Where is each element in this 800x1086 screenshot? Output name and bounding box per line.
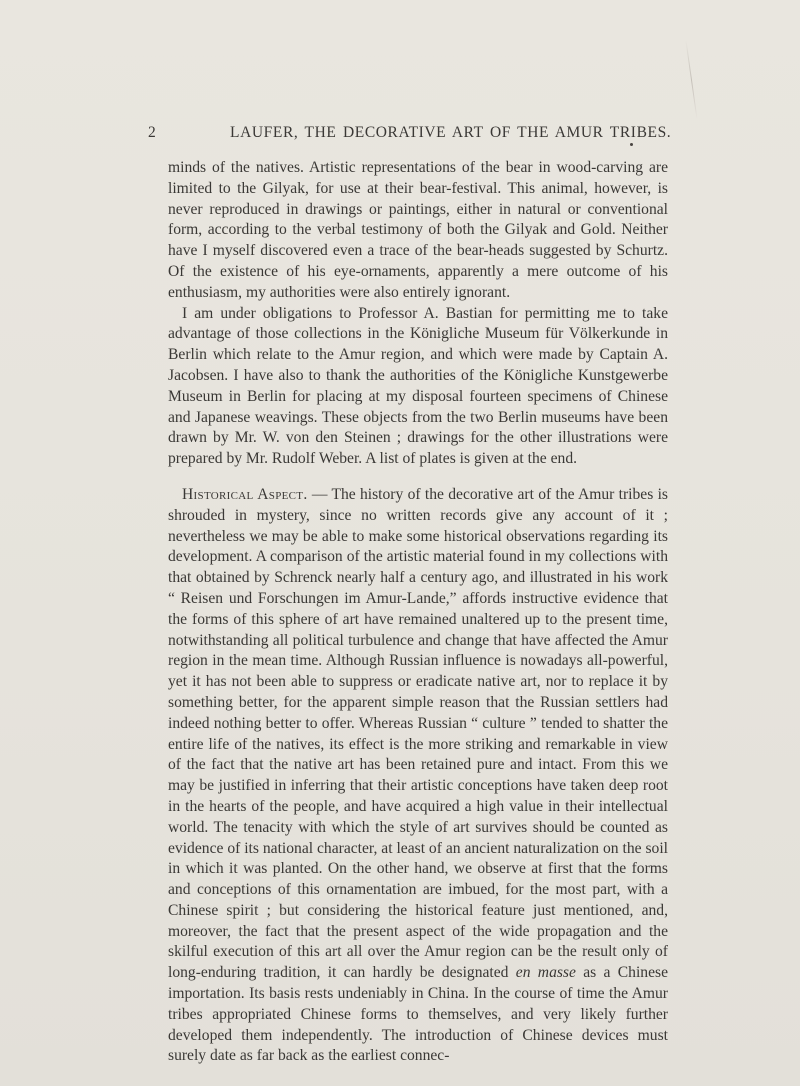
paragraph-text-b: as a Chinese importation. Its basis rests undeniably in China. In the course of time the Amur tribes appropriated Chinese forms to themselves, and very likely further developed them independently. The introduction of Chinese devices must surely date as far back as the earliest connec- [168,964,668,1065]
paragraph-text-a: The history of the decorative art of the Amur tribes is shrouded in mystery, since no written records give any account of it ; nevertheless we may be able to make some historical observations regarding its development. A comparison of the artistic material found in my collections with that obtained by Schrenck nearly half a century ago, and illustrated in his work “ Reisen und Forschungen im Amur-Lande,” affords instructive evidence that the forms of this sphere of art have remained unaltered up to the present time, notwithstanding all political turbulence and change that have affected the Amur region in the mean time. Although Russian influence is nowadays all-powerful, yet it has not been able to suppress or eradicate native art, nor to replace it by something better, for the apparent simple reason that the Russian settlers had indeed nothing better to offer. Whereas Russian “ culture ” tended to shatter the entire life of the natives, its effect is the more striking and remarkable in view of the fact that the native art has been retained pure and intact. From this we may be justified in inferring that their artistic conceptions have taken deep root in the hearts of the people, and have acquired a high value in their intellectual world. The tenacity with which the style of art survives should be counted as evidence of its national character, at least of an ancient naturalization on the soil in which it was planted. On the other hand, we observe at first that the forms and conceptions of this ornamentation are imbued, for the most part, with a Chinese spirit ; but considering the historical feature just mentioned, and, moreover, the fact that the present aspect of the wide propagation and the skilful execution of this art all over the Amur region can be the result only of long-enduring tradition, it can hardly be designated [168,485,668,982]
italic-phrase: en masse [515,964,576,982]
running-title: LAUFER, THE DECORATIVE ART OF THE AMUR TRIBES. [230,124,672,141]
paragraph-continuation: minds of the natives. Artistic representations of the bear in wood-carving are limited to the Gilyak, for use at their bear-festival. This animal, however, is never reproduced in drawings or paintings, either in natural or conventional form, according to the verbal testimony of both the Gilyak and Gold. Neither have I myself discovered even a trace of the bear-heads suggested by Schurtz. Of the existence of his eye-ornaments, apparently a mere outcome of his enthusiasm, my authorities were also entirely ignorant. [168,159,668,301]
body-text [168,158,668,1067]
paragraph-acknowledgements: I am under obligations to Professor A. Bastian for permitting me to take advantage of those collections in the Königliche Museum für Völkerkunde in Berlin which relate to the Amur region, and which were made by Captain A. Jacobsen. I have also to thank the authorities of the Königliche Kunstgewerbe Museum in Berlin for placing at my disposal fourteen specimens of Chinese and Japanese weavings. These objects from the two Berlin museums have been drawn by Mr. W. von den Steinen ; drawings for the other illustrations were prepared by Mr. Rudolf Weber. A list of plates is given at the end. [168,304,668,468]
section-dash: — [307,485,332,503]
paper-crease [685,40,697,119]
page-number: 2 [148,124,157,141]
page-header [148,124,688,146]
paragraph-historical-aspect [168,485,668,1067]
section-heading: Historical Aspect. [182,485,308,503]
